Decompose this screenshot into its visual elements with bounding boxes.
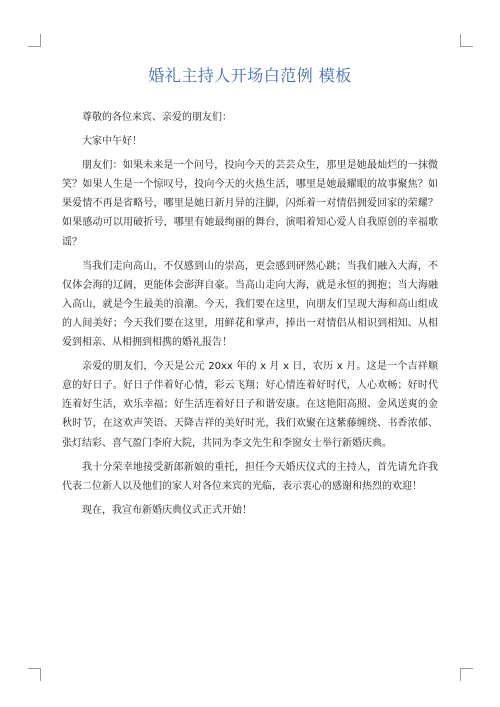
document-title: 婚礼主持人开场白范例 模板 xyxy=(148,66,352,85)
crop-mark-top-right xyxy=(460,34,473,47)
paragraph-mountain-sea: 当我们走向高山，不仅感到山的崇高，更会感到砰然心跳；当我们融入大海，不仅体会海的辽阔，更能体会澎湃自豪。当高山走向大海，就是永恒的拥抱；当大海融入高山，就是今生最美的浪潮。今天，我们要在这里，向朋友们呈现大海和高山组成的人间美好；今天我们要在这里，用鲜花和掌声，捧出一对情侣从相识到相知、从相爱到相亲、从相拥到相携的婚礼报告！ xyxy=(62,260,438,349)
crop-mark-bottom-right xyxy=(460,668,473,681)
paragraph-announce: 现在，我宣布新婚庆典仪式正式开始！ xyxy=(82,504,252,516)
paragraph-greeting: 大家中午好！ xyxy=(82,136,142,148)
paragraph-host: 我十分荣幸地接受新郎新娘的重托，担任今天婚庆仪式的主持人，首先请允许我代表二位新人以及他们的家人对各位来宾的光临，表示衷心的感谢和热烈的欢迎！ xyxy=(62,461,438,492)
paragraph-date: 亲爱的朋友们，今天是公元 20xx 年的 x 月 x 日，农历 x 月。这是一个吉祥顺意的好日子。好日子伴着好心情，彩云飞翔；好心情连着好时代，人心欢畅；好时代连着好生活，欢乐幸福；好生活连着好日子和谐安康。在这艳阳高照、金风送爽的金秋时节，在这欢声笑语、天降吉祥的美好时光，我们欢聚在这紫藤缠绕、书香浓郁、张灯结彩、喜气盈门李府大院，共同为李文先生和李窗女士举行新婚庆典。 xyxy=(62,361,438,449)
document-body xyxy=(62,108,438,525)
paragraph-salutation: 尊敬的各位来宾、亲爱的朋友们： xyxy=(82,112,232,123)
paragraph-friends: 朋友们：如果未来是一个问号，投向今天的芸芸众生，那里是她最灿烂的一抹微笑？如果人生是一个惊叹号，投向今天的火热生活，哪里是她最耀眼的故事聚焦？如果爱情不再是省略号，哪里是她日新月异的注脚，闪烁着一对情侣拥爱回家的荣耀？如果感动可以用破折号，哪里有她最绚丽的舞台，演唱着知心爱人自我原创的幸福歌谣？ xyxy=(62,160,438,248)
crop-mark-top-left xyxy=(28,34,41,47)
crop-mark-bottom-left xyxy=(28,668,41,681)
